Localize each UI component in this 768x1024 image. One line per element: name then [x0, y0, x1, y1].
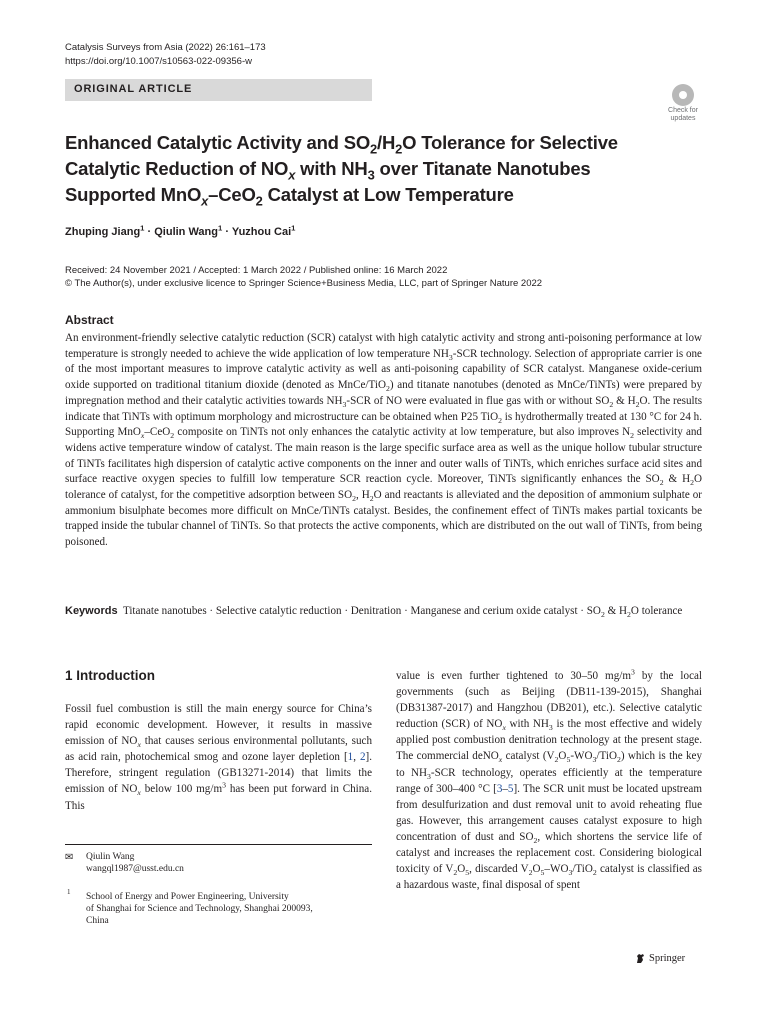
intro-left-column: Fossil fuel combustion is still the main energy source for China’s rapid economic development. However, it results in massive emission of $NO_x$ that causes serious environmental pollutants, such as acid rain, photochemical smog and ozone layer depletion [1, 2]. Therefore, stringent regulation (GB13271-2014) that limits the emission of $NO_x$ below 100 $mg/m^3$ has been put forward in China. This	[65, 703, 372, 812]
affiliation-line: School of Energy and Power Engineering, University	[86, 892, 289, 902]
author-affiliation-mark: 1	[291, 223, 296, 233]
affiliation	[86, 891, 366, 927]
citation-link[interactable]: 2	[359, 751, 366, 764]
footnote-divider	[65, 844, 372, 845]
publisher-logo	[636, 953, 685, 964]
corresponding-author-email[interactable]: wangql1987@usst.edu.cn	[86, 864, 184, 874]
paper-title	[65, 130, 665, 208]
affiliation-line: China	[86, 916, 109, 926]
doi-link[interactable]: https://doi.org/10.1007/s10563-022-09356-w	[65, 56, 252, 67]
abstract-text: An environment-friendly selective catalytic reduction (SCR) catalyst with high catalytic activity and strong anti-poisoning performance at low temperature is strongly needed to achieve the wide application of low temperature $NH_3$-SCR technology. Selection of appropriate carrier is one of the most important measures to improve catalytic activity as well as anti-poisoning capability of SCR catalyst. Manganese oxide-cerium oxide supported on traditional titanium dioxide (denoted as MnCe/TiO$_2$) and titanate nanotubes (denoted as MnCe/TiNTs) were prepared by impregnation method and their catalytic activities towards $NH_3$-SCR of NO were evaluated in flue gas with or without $SO_2$ & $H_2O$. The results indicate that TiNTs with optimum morphology and microstructure can be obtained when P25 TiO$_2$ is hydrothermally treated at 130 °C for 24 h. Supporting MnO$_x$–CeO$_2$ composite on TiNTs not only enhances the catalytic activity at low temperature, but also improves $N_2$ selectivity and widens active temperature window of catalyst. The main reason is the large specific surface area as well as the unique hollow tubular structure of TiNTs facilitates high dispersion of catalytic active components on the inner and outer walls of TiNTs, which enriches surface acid sites and surface reactive oxygen species to fulfill low temperature SCR reaction cycle. Moreover, TiNTs significantly enhances the $SO_2$ & $H_2O$ tolerance of catalyst, for the competitive adsorption between $SO_2$, $H_2O$ and reactants is alleviated and the deposition of ammonium sulphate or ammonium bisulphate becomes more difficult on MnCe/TiNTs catalyst. Besides, the confinement effect of TiNTs makes partial toxicants be trapped inside the tubular channel of TiNTs. So that protects the active components, which are distributed on the out wall of TiNTs, from being poisoned.	[65, 332, 703, 549]
badge-text-line1: Check for	[668, 107, 698, 114]
keywords: Keywords Titanate nanotubes · Selective catalytic reduction · Denitration · Manganese and cerium oxide catalyst · $SO_2$ & $H_2O$ tolerance	[65, 605, 683, 620]
abstract-heading: Abstract	[65, 313, 114, 327]
title-line-2: Catalytic Reduction of $NO_x$ with $NH_3$ over Titanate Nanotubes	[65, 158, 591, 183]
author-separator: ·	[144, 226, 155, 238]
dates-received-accepted: Received: 24 November 2021 / Accepted: 1 March 2022 / Published online: 16 March 2022	[65, 265, 448, 276]
publisher-name: Springer	[649, 953, 686, 964]
title-line-1: Enhanced Catalytic Activity and $SO_2/H_2O$ Tolerance for Selective	[65, 132, 618, 157]
author-list	[65, 223, 296, 238]
author-separator: ·	[222, 226, 232, 238]
badge-text	[663, 107, 703, 123]
author-name[interactable]: Yuzhou Cai	[231, 226, 292, 238]
check-for-updates-icon	[672, 84, 694, 106]
intro-right-column: value is even further tightened to 30–50 $mg/m^3$ by the local governments (such as Beijing (DB11-139-2015), Shanghai (DB31387-2017) and Hangzhou (DB201), etc.). Selective catalytic reduction (SCR) of $NO_x$ with $NH_3$ is the most effective and widely applied post combustion denitration technology at the present stage. The commercial deNO$_x$ catalyst $(V_2O_5-WO_3/TiO_2)$ which is the key to $NH_3$-SCR technology, operates efficiently at the temperature range of 300–400 °C [3–5]. The SCR unit must be located upstream from desulfurization and dust removal unit to avoid reheating flue gas. However, this arrangement causes catalyst exposure to high concentration of dust and $SO_2$, which shortens the service life of catalyst and increases the replacement cost. Considering biological toxicity of $V_2O_5$, discarded $V_2O_5-WO_3/TiO_2$ catalyst is classified as a hazardous waste, final disposal of spent	[396, 667, 703, 892]
section-heading-introduction: 1 Introduction	[65, 668, 155, 683]
badge-text-line2: updates	[670, 115, 696, 122]
corresponding-author-name: Qiulin Wang	[86, 852, 135, 862]
affiliation-mark: 1	[67, 888, 71, 896]
article-type-label: ORIGINAL ARTICLE	[74, 83, 193, 95]
springer-horse-icon	[636, 953, 645, 964]
journal-citation: Catalysis Surveys from Asia (2022) 26:161–173	[65, 42, 266, 53]
copyright-notice: © The Author(s), under exclusive licence to Springer Science+Business Media, LLC, part of Springer Nature 2022	[65, 278, 543, 289]
title-line-3: Supported MnO$_x$–CeO$_2$ Catalyst at Low Temperature	[65, 184, 514, 209]
keywords-label: Keywords	[65, 605, 118, 617]
author-name[interactable]: Zhuping Jiang	[65, 226, 141, 238]
citation-link[interactable]: 3	[496, 782, 503, 795]
author-name[interactable]: Qiulin Wang	[154, 226, 218, 238]
check-for-updates-badge[interactable]	[663, 82, 703, 124]
author-affiliation-mark: 1	[217, 223, 223, 233]
citation-link[interactable]: 5	[507, 782, 514, 795]
corresponding-author	[86, 851, 184, 875]
author-affiliation-mark: 1	[140, 223, 145, 233]
affiliation-line: of Shanghai for Science and Technology, Shanghai 200093,	[86, 904, 313, 914]
publication-dates	[65, 264, 542, 290]
envelope-icon: ✉	[65, 852, 74, 863]
citation-link[interactable]: 1	[347, 751, 354, 764]
